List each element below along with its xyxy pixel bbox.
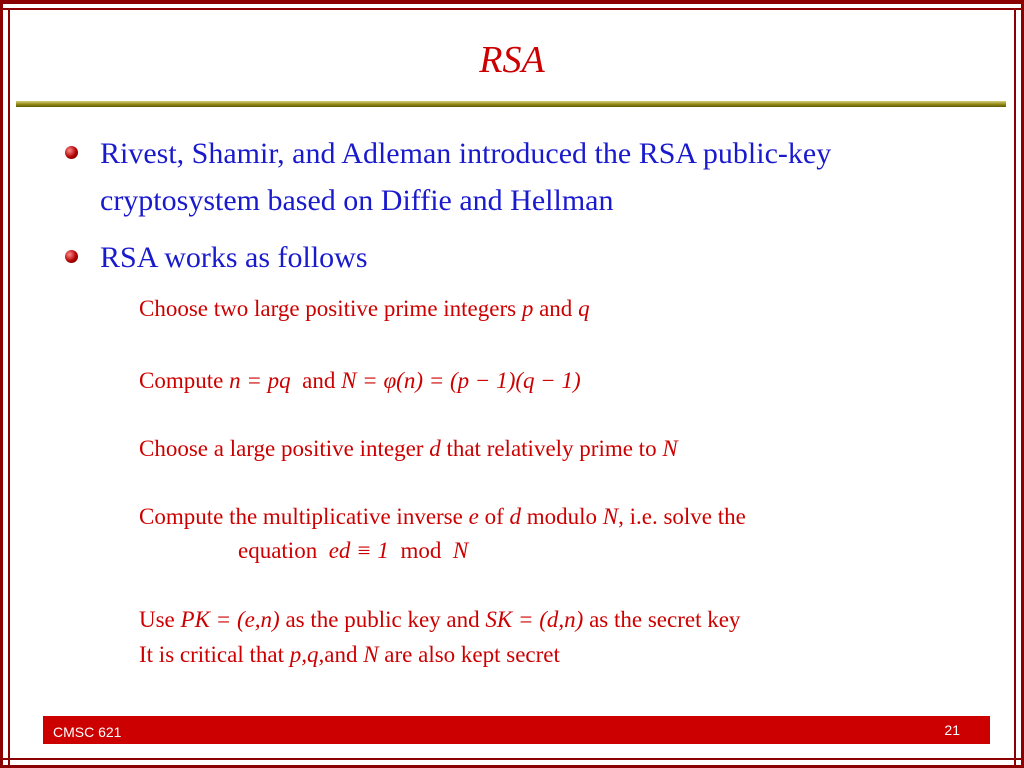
frame-border-left [0,0,3,768]
frame-border-right-inner [1014,8,1016,768]
bullet-dot-icon [65,146,78,159]
title-divider [16,101,1006,107]
step-equation: equation ed ≡ 1 mod N [238,538,469,563]
frame-border-top [0,0,1024,4]
step-secret-note: It is critical that p,q,and N are also kept secret [139,642,560,667]
bullet-text: RSA works as follows [100,241,368,274]
step-choose-primes: Choose two large positive prime integers p and q [139,296,590,321]
step-compute-n: Compute n = pq and N = φ(n) = (p − 1)(q − 1) [139,368,581,393]
page-number: 21 [944,722,960,738]
step-choose-d: Choose a large positive integer d that relatively prime to N [139,436,678,461]
bullet-text: Rivest, Shamir, and Adleman introduced the RSA public-key cryptosystem based on Diffie and Hellman [100,137,832,217]
step-keys: Use PK = (e,n) as the public key and SK = (d,n) as the secret key [139,607,741,632]
bullet-item [62,130,962,224]
slide-title: RSA [479,39,545,81]
footer-bar [43,716,990,744]
frame-border-bottom-inner [0,758,1024,760]
bullet-dot-icon [65,250,78,263]
course-label: CMSC 621 [53,724,122,740]
frame-border-top-inner [0,8,1024,10]
step-compute-inverse: Compute the multiplicative inverse e of d modulo N, i.e. solve the [139,504,746,529]
frame-border-left-inner [8,8,10,768]
bullet-item [62,234,962,281]
bullet-list [62,130,962,291]
